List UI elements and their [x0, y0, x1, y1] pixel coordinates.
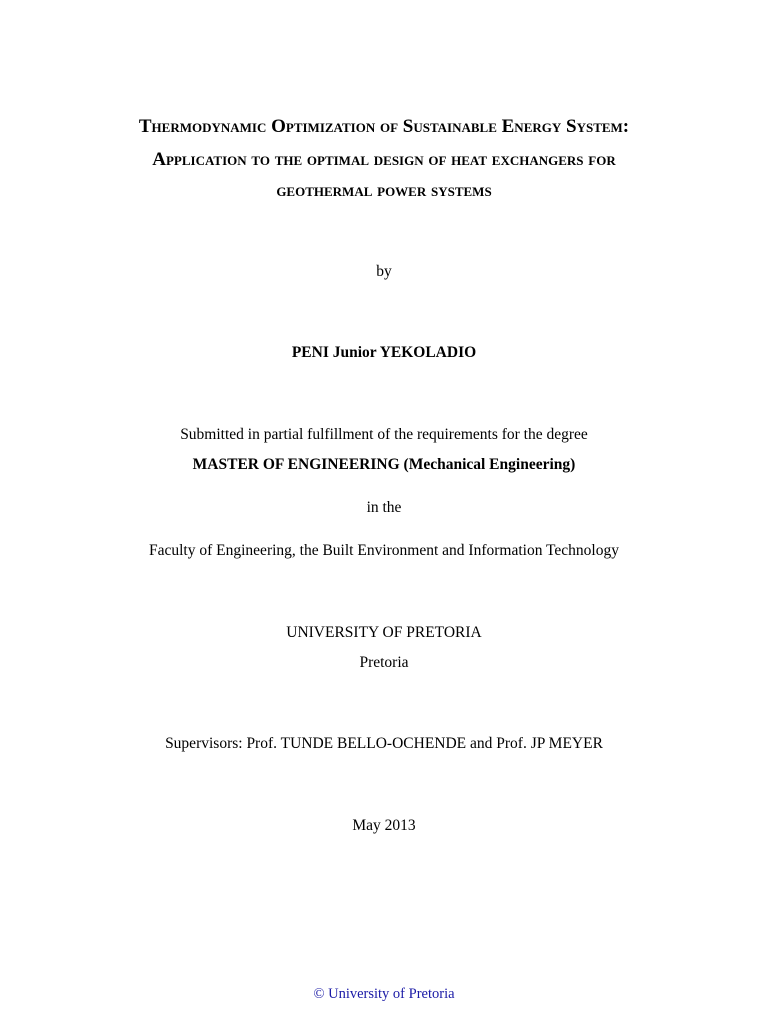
author-name: PENI Junior YEKOLADIO	[291, 344, 477, 361]
by-label: by	[376, 263, 392, 280]
university-name: UNIVERSITY OF PRETORIA	[286, 624, 482, 641]
supervisors: Supervisors: Prof. TUNDE BELLO-OCHENDE and Prof. JP MEYER	[165, 735, 603, 752]
faculty-name: Faculty of Engineering, the Built Environment and Information Technology	[149, 542, 619, 559]
title-line-1: Thermodynamic Optimization of Sustainable Energy System:	[138, 116, 630, 137]
copyright-link[interactable]: © University of Pretoria	[313, 986, 455, 1002]
title-line-3: geothermal power systems	[276, 180, 492, 201]
in-the-label: in the	[366, 499, 402, 516]
degree-name: MASTER OF ENGINEERING (Mechanical Engineering)	[192, 456, 576, 473]
submission-date: May 2013	[352, 817, 416, 834]
submission-statement: Submitted in partial fulfillment of the requirements for the degree	[180, 426, 588, 443]
title-line-2: Application to the optimal design of heat exchangers for	[152, 149, 616, 170]
city-name: Pretoria	[359, 654, 409, 671]
